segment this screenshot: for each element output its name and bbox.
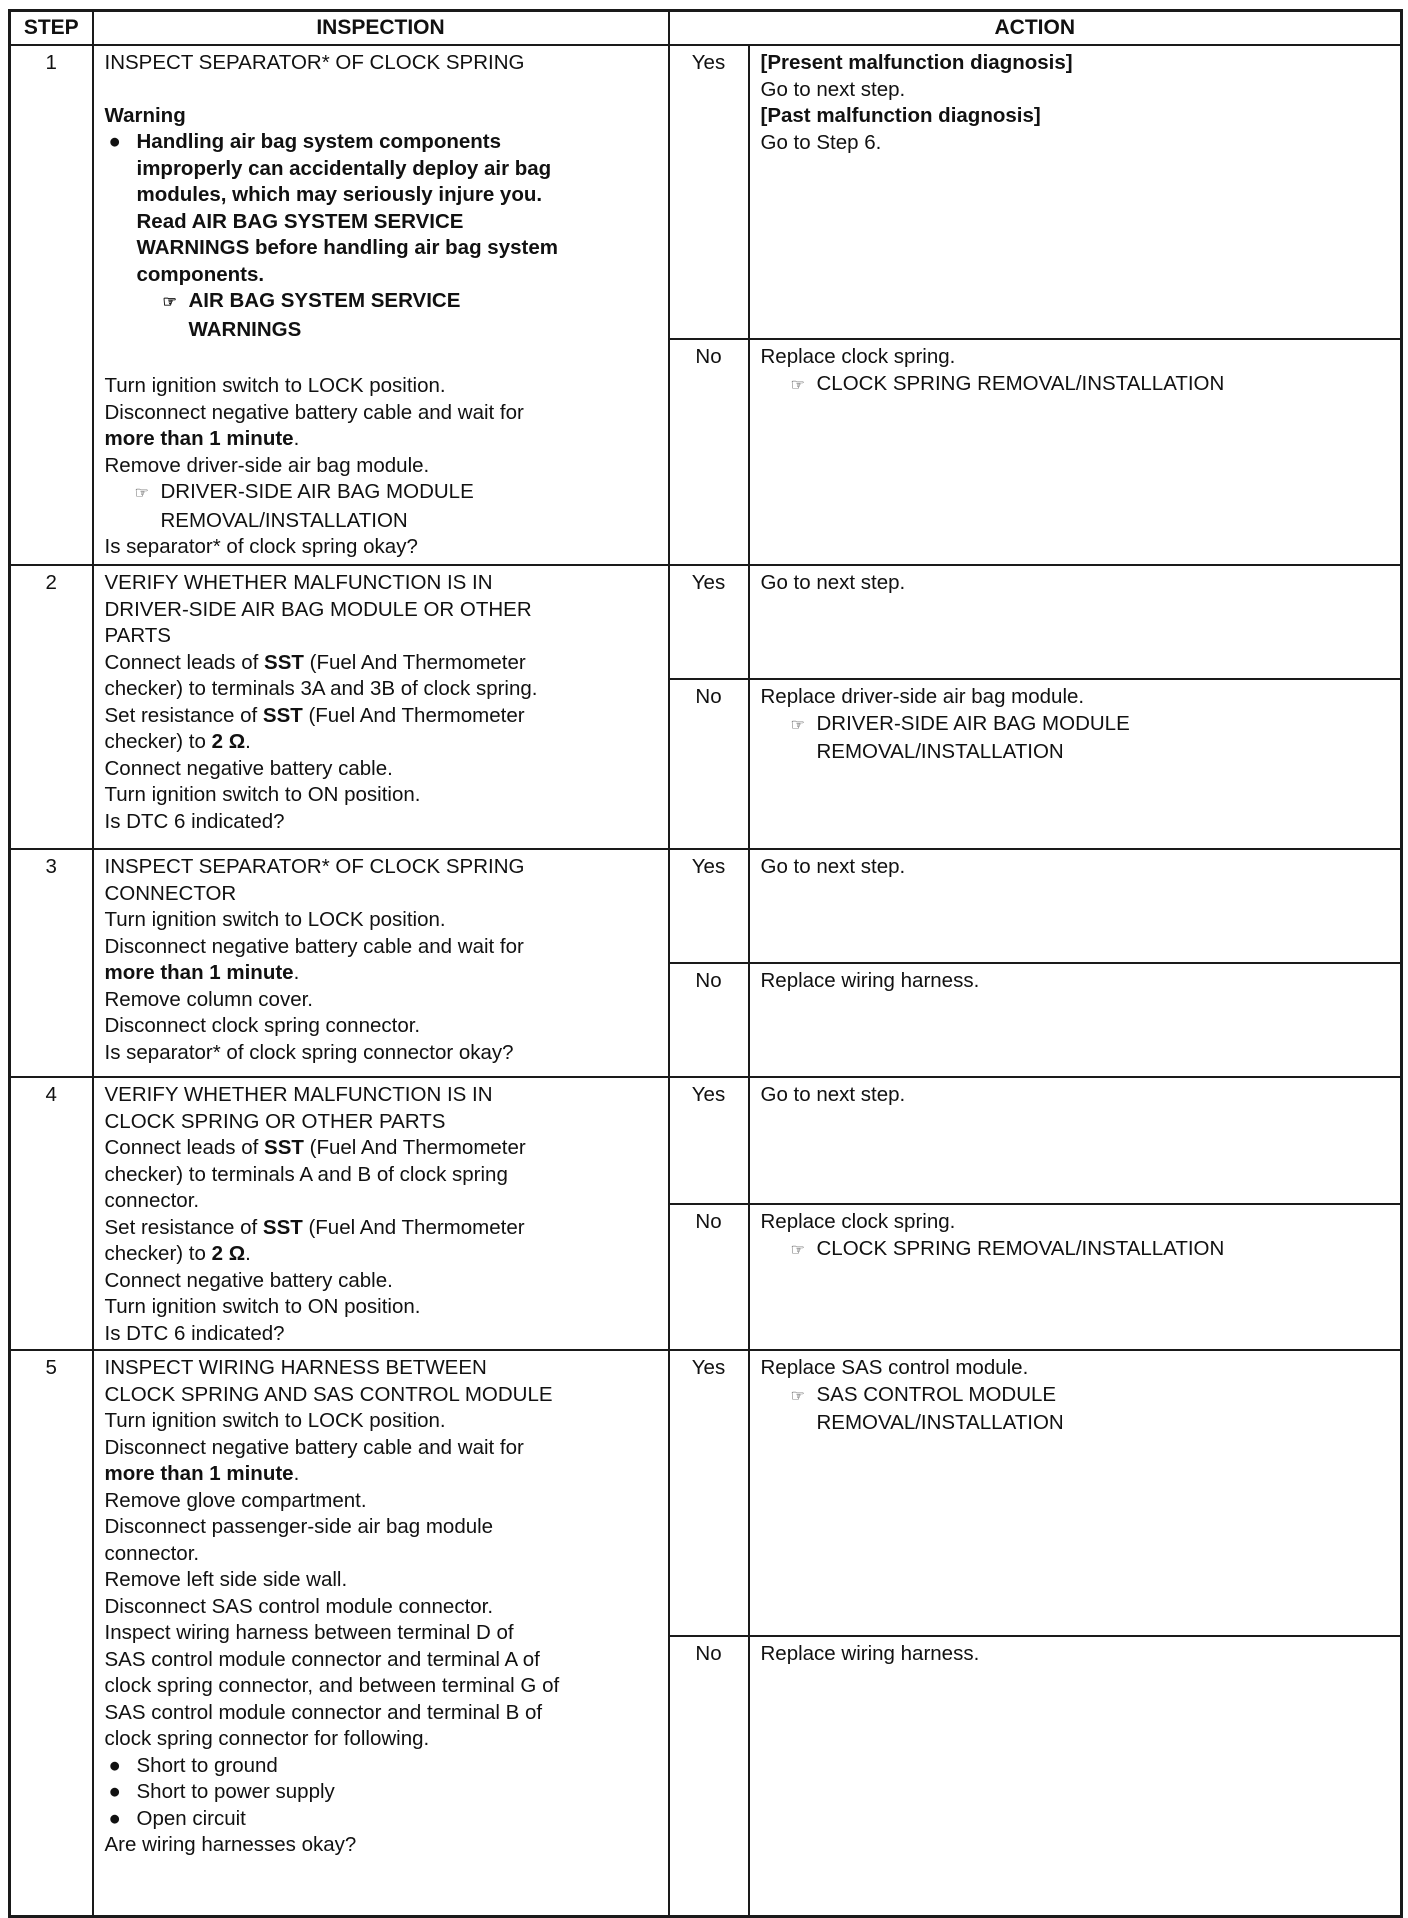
warning-reference[interactable]: ☞ AIR BAG SYSTEM SERVICE [137,288,660,317]
reference-pointer-icon: ☞ [790,1387,805,1405]
action-reference[interactable]: ☞ SAS CONTROL MODULE [761,1382,1393,1411]
step-number: 2 [10,565,93,849]
yes-label: Yes [669,849,749,963]
header-step: STEP [10,11,93,46]
step-number: 4 [10,1077,93,1350]
table-row [10,565,1402,679]
inspection-cell: INSPECT SEPARATOR* OF CLOCK SPRING CONNECTOR Turn ignition switch to LOCK position. Disconnect negative battery cable and wait for more than 1 minute. Remove column cover. Disconnect clock spring connector. Is separator* of clock spring connector okay? [93,849,669,1077]
yes-label: Yes [669,1077,749,1204]
reference-pointer-icon: ☞ [162,294,177,311]
table-header-row [10,11,1402,46]
inspection-question: Is separator* of clock spring okay? [104,535,418,558]
no-label: No [669,339,749,565]
warning-bullet: ● Handling air bag system components improperly can accidentally deploy air bag modules, which may seriously injure you. Read AIR BAG SYSTEM SERVICE WARNINGS before handling air bag system components. ☞ AIR BAG SYSTEM SERVICE WARNINGS [105,129,660,343]
no-action: Replace wiring harness. [749,963,1402,1077]
step-number: 1 [10,45,93,565]
action-reference[interactable]: ☞ CLOCK SPRING REMOVAL/INSTALLATION [761,1236,1393,1265]
reference-pointer-icon: ☞ [134,485,149,502]
header-action: ACTION [669,11,1402,46]
reference-pointer-icon: ☞ [790,376,805,394]
yes-label: Yes [669,1350,749,1636]
yes-action: [Present malfunction diagnosis] Go to next step. [Past malfunction diagnosis] Go to Step 6. [749,45,1402,339]
reference-pointer-icon: ☞ [790,716,805,734]
inspection-cell: VERIFY WHETHER MALFUNCTION IS IN CLOCK SPRING OR OTHER PARTS Connect leads of SST (Fuel And Thermometer checker) to terminals A and B of clock spring connector. Set resistance of SST (Fuel And Thermometer checker) to 2 Ω. Connect negative battery cable. Turn ignition switch to ON position. Is DTC 6 indicated? [93,1077,669,1350]
no-label: No [669,1636,749,1916]
no-label: No [669,963,749,1077]
inspection-cell: VERIFY WHETHER MALFUNCTION IS IN DRIVER-SIDE AIR BAG MODULE OR OTHER PARTS Connect leads of SST (Fuel And Thermometer checker) to terminals 3A and 3B of clock spring. Set resistance of SST (Fuel And Thermometer checker) to 2 Ω. Connect negative battery cable. Turn ignition switch to ON position. Is DTC 6 indicated? [93,565,669,849]
table-row [10,1350,1402,1636]
inspection-title: INSPECT SEPARATOR* OF CLOCK SPRING [104,51,525,74]
bullet-icon: ● [108,1753,121,1777]
yes-action: Go to next step. [749,1077,1402,1204]
step-number: 3 [10,849,93,1077]
inspection-question: Are wiring harnesses okay? [104,1833,357,1856]
inspection-cell: INSPECT SEPARATOR* OF CLOCK SPRING Warning ● Handling air bag system components improperly can accidentally deploy air bag modules, which may seriously injure you. Read AIR BAG SYSTEM SERVICE WARNINGS before handling air bag system components. ☞ AIR BAG SYSTEM SERVICE WARNINGS Turn ignition switch to LOCK position. Disconnect negative battery cable and wait for more than 1 minute. Remove driver-side air bag module. ☞ DRIVER-SIDE AIR BAG MODULE REMOVAL/INSTALLATION Is separator* of clock spring okay? [93,45,669,565]
list-item: ● Open circuit [105,1806,660,1833]
no-action: Replace clock spring. ☞ CLOCK SPRING REMOVAL/INSTALLATION [749,339,1402,565]
action-reference[interactable]: ☞ DRIVER-SIDE AIR BAG MODULE [761,711,1393,740]
yes-label: Yes [669,45,749,339]
yes-action: Replace SAS control module. ☞ SAS CONTROL MODULE REMOVAL/INSTALLATION [749,1350,1402,1636]
warning-label: Warning [104,103,186,127]
list-item: ● Short to ground [105,1753,660,1780]
table-row [10,45,1402,339]
bullet-icon: ● [108,1780,121,1803]
no-label: No [669,1204,749,1350]
table-row [10,849,1402,963]
no-action: Replace wiring harness. [749,1636,1402,1916]
no-action: Replace driver-side air bag module. ☞ DRIVER-SIDE AIR BAG MODULE REMOVAL/INSTALLATION [749,679,1402,849]
inspection-reference[interactable]: ☞ DRIVER-SIDE AIR BAG MODULE [105,479,660,508]
troubleshooting-table [8,9,1403,1918]
yes-label: Yes [669,565,749,679]
bullet-icon: ● [108,1806,121,1830]
no-label: No [669,679,749,849]
inspection-cell: INSPECT WIRING HARNESS BETWEEN CLOCK SPRING AND SAS CONTROL MODULE Turn ignition switch to LOCK position. Disconnect negative battery cable and wait for more than 1 minute. Remove glove compartment. Disconnect passenger-side air bag module connector. Remove left side side wall. Disconnect SAS control module connector. Inspect wiring harness between terminal D of SAS control module connector and terminal A of clock spring connector, and between terminal G of SAS control module connector and terminal B of clock spring connector for following. ● Short to ground ● Short to power supply ● Open circuit Are wiring harnesses okay? [93,1350,669,1916]
step-number: 5 [10,1350,93,1916]
table-row [10,1077,1402,1204]
bold-time: more than 1 minute [104,427,294,450]
list-item: ● Short to power supply [105,1779,660,1806]
header-inspection: INSPECTION [93,11,669,46]
reference-pointer-icon: ☞ [790,1241,805,1259]
bullet-icon: ● [108,130,121,153]
action-reference[interactable]: ☞ CLOCK SPRING REMOVAL/INSTALLATION [761,371,1393,400]
yes-action: Go to next step. [749,849,1402,963]
no-action: Replace clock spring. ☞ CLOCK SPRING REMOVAL/INSTALLATION [749,1204,1402,1350]
yes-action: Go to next step. [749,565,1402,679]
